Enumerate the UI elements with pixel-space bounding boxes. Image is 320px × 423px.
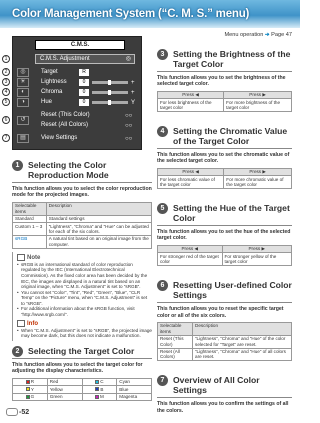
- menu-operation-ref: Menu operation ➔ Page 47: [224, 32, 292, 38]
- osd-row-hue: Hue 0 Y: [41, 99, 136, 106]
- reset-icon: ↺: [17, 116, 29, 125]
- magenta-swatch-icon: [95, 395, 99, 399]
- osd-row-lightness: Lightness 0 +: [41, 79, 135, 86]
- chroma-table: Press ◀ Press ▶ For less chromatic value of the target color For more chromatic value of the target color: [157, 168, 292, 189]
- section-4-heading: 4 Setting the Chromatic Value of the Target Color: [157, 126, 292, 146]
- section-2-heading: 2 Selecting the Target Color: [12, 346, 152, 356]
- section-7-heading: 7 Overview of All Color Settings: [157, 375, 292, 395]
- callout-4: 4: [2, 88, 10, 96]
- osd-row-chroma: Chroma 0 +: [41, 89, 135, 96]
- page-title-banner: [0, 0, 300, 28]
- hue-table: Press ◀ Press ▶ For stronger red of the target color For stronger yellow of the target color: [157, 245, 292, 266]
- view-icon: ▤: [17, 134, 29, 143]
- osd-menu-screenshot: [4, 36, 142, 150]
- green-swatch-icon: [26, 395, 30, 399]
- section-1-intro: This function allows you to select the color reproduction mode for the projected images.: [12, 186, 152, 199]
- osd-row-reset-all: Reset (All Colors) ○○: [41, 122, 133, 129]
- callout-3: 3: [2, 78, 10, 86]
- section-5-heading: 5 Setting the Hue of the Target Color: [157, 203, 292, 223]
- note-icon: [17, 254, 25, 261]
- callout-2: 2: [2, 68, 10, 76]
- red-swatch-icon: [26, 380, 30, 384]
- callout-5: 5: [2, 98, 10, 106]
- section-2-intro: This function allows you to select the target color for adjusting the display characteristics.: [12, 361, 143, 375]
- osd-header: C.M.S.: [35, 40, 125, 50]
- reset-table: Selectable items Description Reset (This Color) “Lightness”, “Chroma” and “Hue” of the color selected for “Target” are reset. Reset (All Colors) “Lightness”, “Chroma” and “Hue” of all colors are reset.: [157, 322, 292, 361]
- section-1-heading: 1 Selecting the Color Reproduction Mode: [12, 160, 152, 180]
- lightness-icon: ☀: [17, 78, 29, 87]
- page-tab-icon: [6, 408, 18, 416]
- page-title: Color Management System (“C. M. S.” menu): [12, 8, 250, 20]
- callout-6: 6: [2, 116, 10, 124]
- note-box: Note • sRGB is an international standard of color reproduction regulated by the IEC (International Electrotechnical Commission). As the fixed color area has been decided by the IEC, the images are displayed in a natural tint based on an original image, when “C.M.S. Adjustment” is set to “sRGB”. • You cannot set “Color”, “Tint”, “Red”, “Green”, “Blue”, “CLR Temp” on the “Picture” menu, when “C.M.S. Adjustment” is set to “sRGB”. • For additional information about the sRGB function, visit “http://www.srgb.com/”. Info • When “C.M.S. Adjustment” is set to “sRGB”, the projected image may become dark, but this does not indicate a malfunction.: [12, 252, 152, 341]
- page-number: -52: [6, 408, 29, 416]
- callout-7: 7: [2, 134, 10, 142]
- section-6-heading: 6 Resetting User-defined Color Settings: [157, 280, 292, 300]
- osd-row-reset-this: Reset (This Color) ○○: [41, 112, 133, 119]
- brightness-table: Press ◀ Press ▶ For less brightness of the target color For more brightness of the target color: [157, 91, 292, 112]
- blue-swatch-icon: [95, 387, 99, 391]
- chroma-icon: ◐: [17, 88, 29, 97]
- osd-subheader: C.M.S. Adjustment ◎: [35, 54, 135, 64]
- cyan-swatch-icon: [95, 380, 99, 384]
- hue-icon: ◑: [17, 98, 29, 107]
- left-column: [4, 36, 152, 401]
- callout-1: 1: [2, 55, 10, 63]
- osd-row-target: Target R: [35, 68, 140, 77]
- right-column: Menu operation ➔ Page 47 3 Setting the Brightness of the Target Color This function allows you to set the brightness of the selected target color. Press ◀ Press ▶ For less brightness of the target color For more brightness of the target color 4 Setting the Chromatic Value of the Target Color This function allows you to set the chromatic value of the selected target color. Press ◀ Press ▶ For less chromatic value of the target color For more chromatic value of the target color 5 Setting the Hue of the Target Color This function allows you to set the hue of the selected target color. Press ◀ Press ▶ For stronger red of the target color For stronger yellow of the target color 6 Resetting User-defined Color Settings This function allows you to reset the specific target color or all of the six colors. Selectable items Description Reset (This Color) “Lightness”, “Chroma” and “Hue” of the color selected for “Target” are reset. Reset (All Colors) “Lightness”, “Chroma” and “Hue” of all colors are reset. 7 Overview of All Color Settings This function allows you to confirm the settings of all the colors.: [157, 32, 292, 414]
- section-3-heading: 3 Setting the Brightness of the Target Color: [157, 49, 292, 69]
- yellow-swatch-icon: [26, 387, 30, 391]
- osd-row-view-settings: View Settings ○○: [41, 135, 133, 142]
- color-mode-table: Selectable items Description Standard Standard settings Custom 1 – 3 “Lightness”, “Chroma” and “Hue” can be adjusted for each of the six colors. sRGB A natural tint based on an original image from the computer.: [12, 202, 152, 249]
- info-icon: [17, 320, 25, 327]
- target-color-table: R Red C Cyan Y Yellow B Blue G Green M Magenta: [12, 378, 152, 401]
- target-icon: ◎: [17, 68, 29, 77]
